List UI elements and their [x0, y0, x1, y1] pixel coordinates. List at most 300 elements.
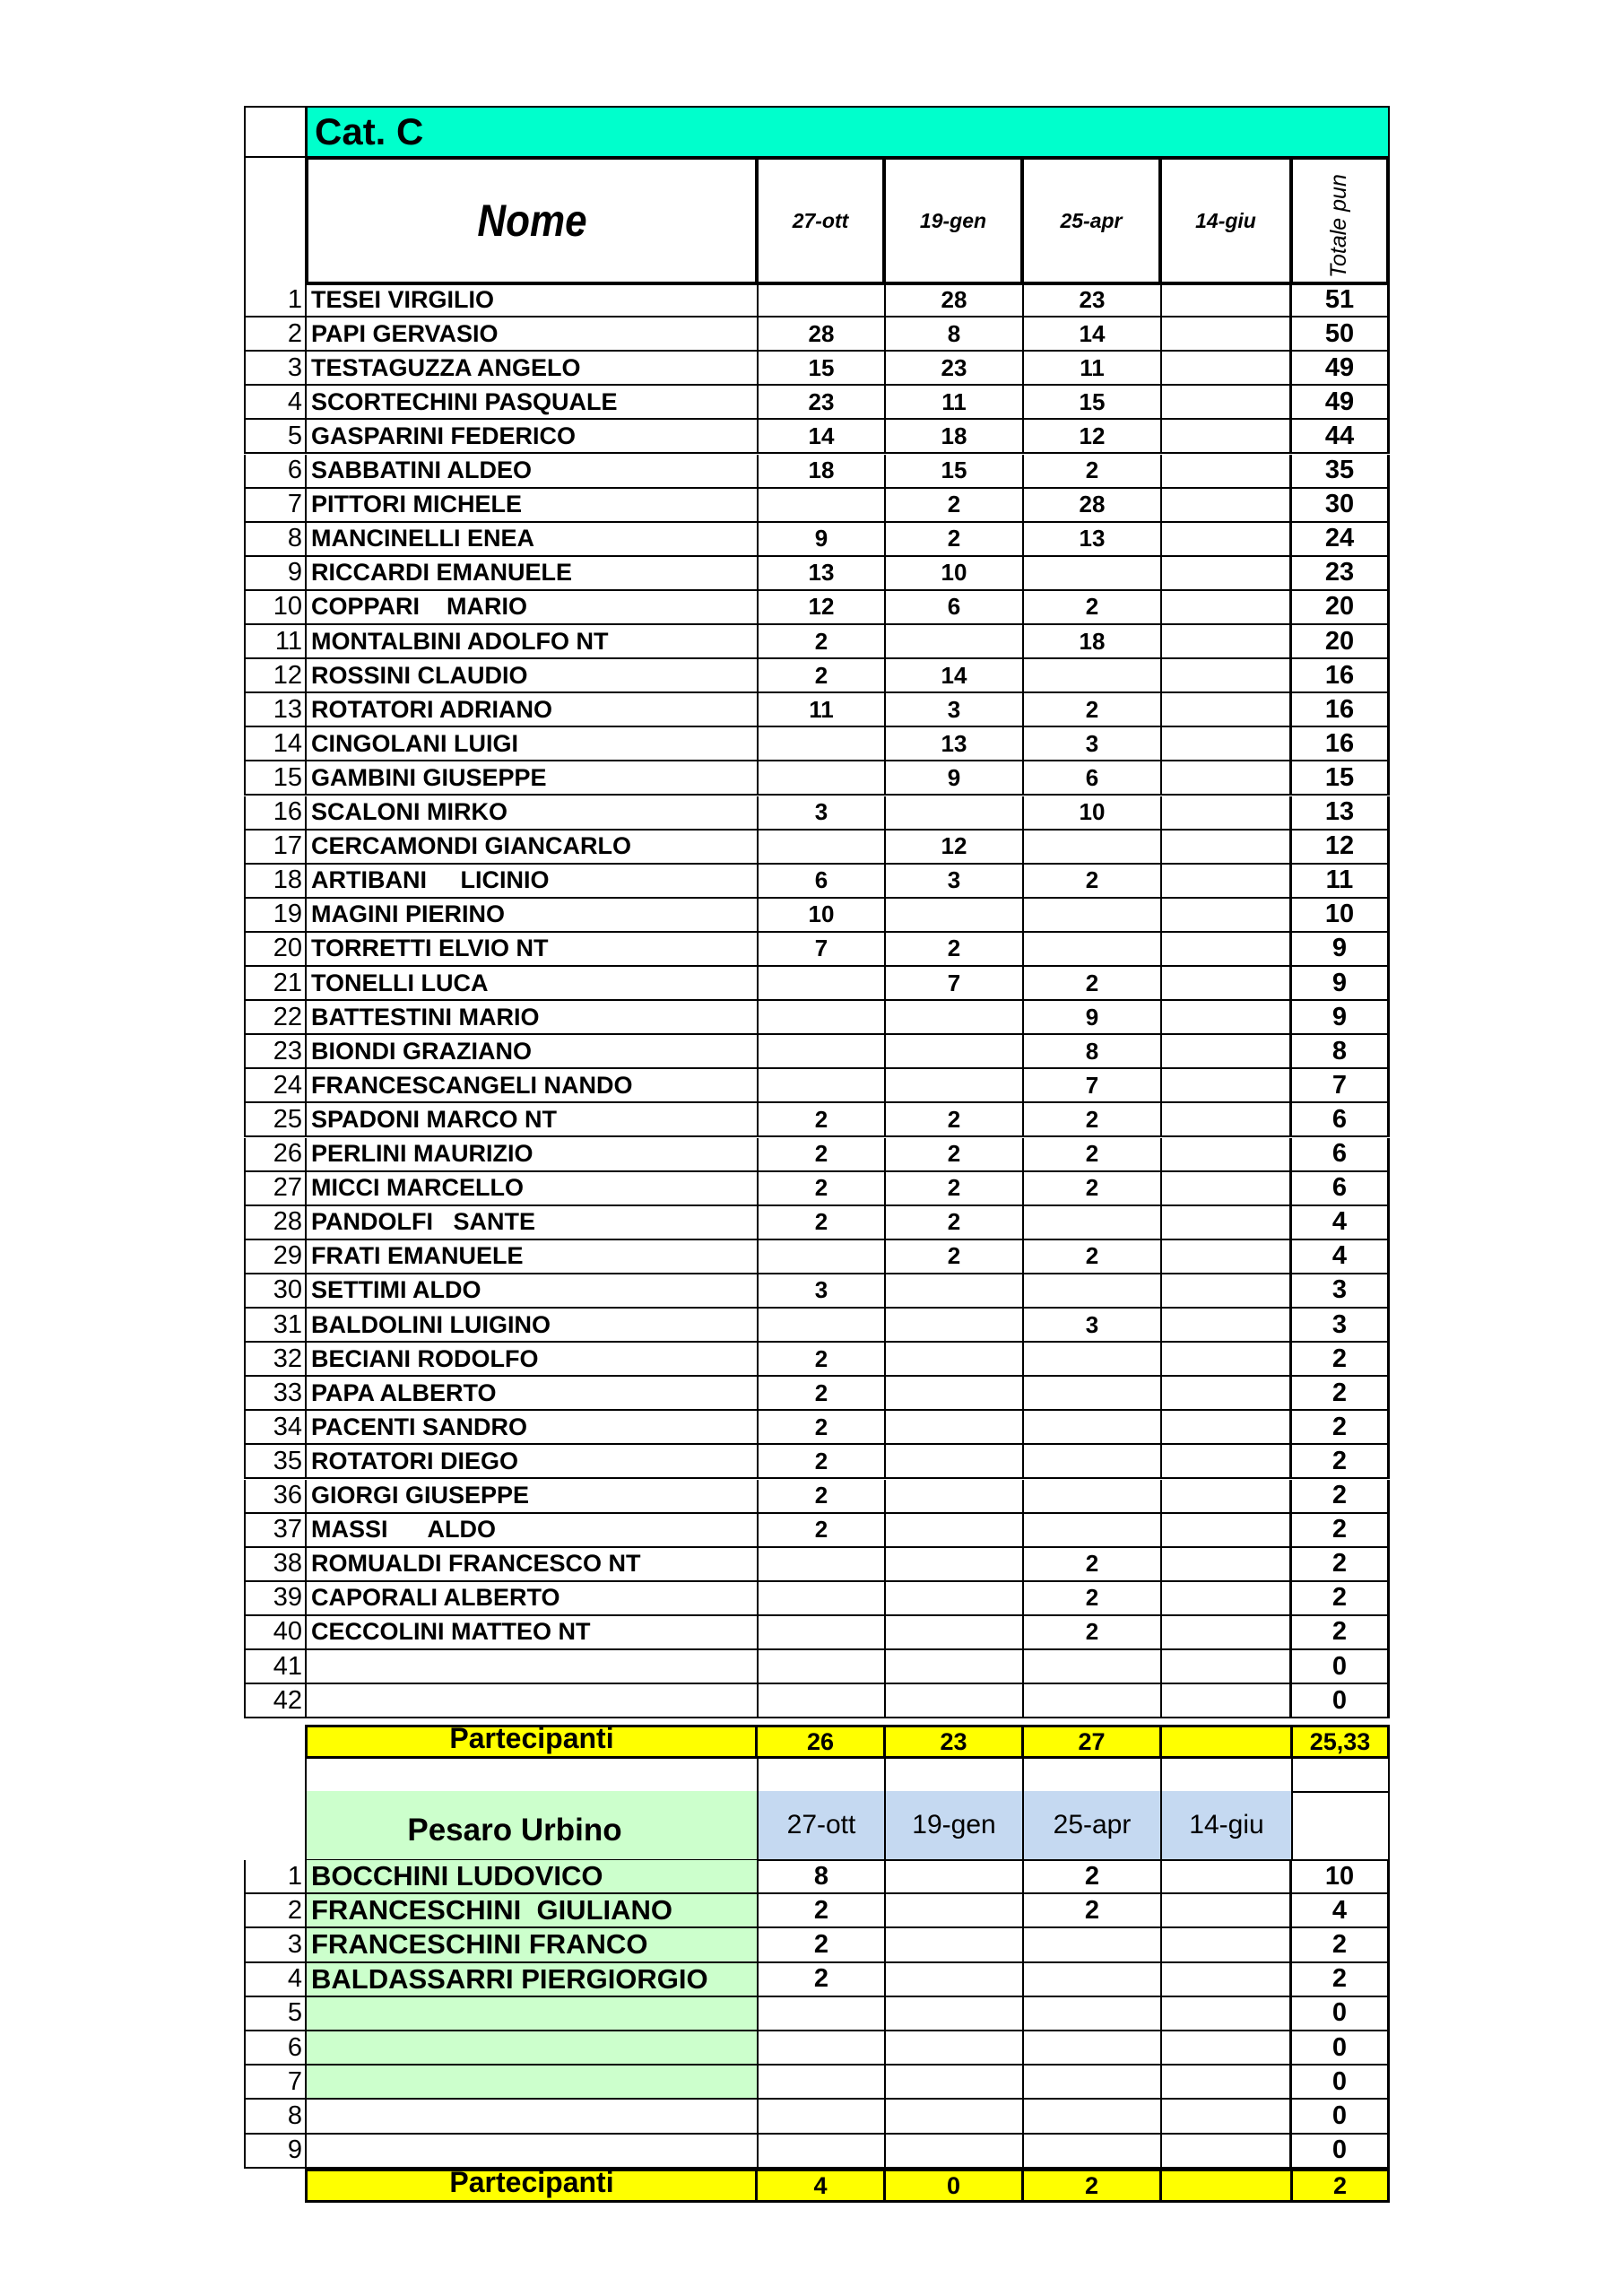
row-value-date-3	[1022, 1963, 1160, 1997]
row-name	[305, 2135, 757, 2169]
row-number: 36	[244, 1480, 307, 1514]
row-number: 12	[244, 659, 307, 693]
summary-value: 2	[1021, 2169, 1162, 2203]
row-value-date-2: 23	[884, 352, 1022, 386]
row-total: 16	[1289, 693, 1390, 727]
row-number: 37	[244, 1514, 307, 1548]
row-value-date-3	[1022, 1206, 1160, 1240]
row-total: 6	[1289, 1138, 1390, 1172]
row-value-date-2	[884, 625, 1022, 659]
table-row	[0, 933, 1622, 967]
row-value-date-1	[757, 283, 884, 317]
row-value-date-4	[1160, 2031, 1291, 2066]
row-value-date-3: 14	[1022, 317, 1160, 352]
row-name: SCORTECHINI PASQUALE	[305, 386, 757, 420]
row-value-date-2	[884, 1963, 1022, 1997]
row-name: BOCCHINI LUDOVICO	[305, 1860, 757, 1894]
row-value-date-3: 2	[1022, 1582, 1160, 1616]
table-row	[0, 1309, 1622, 1343]
row-value-date-4	[1160, 1103, 1291, 1137]
row-value-date-2: 6	[884, 591, 1022, 625]
row-value-date-3: 2	[1022, 1172, 1160, 1206]
row-value-date-2	[884, 2100, 1022, 2134]
section2-header	[0, 1791, 1622, 1861]
row-name: BALDASSARRI PIERGIORGIO	[305, 1963, 757, 1997]
row-total: 0	[1289, 1997, 1390, 2031]
row-value-date-1: 18	[757, 455, 884, 489]
row-value-date-1: 2	[757, 1206, 884, 1240]
summary-total: 25,33	[1290, 1725, 1390, 1759]
row-value-date-2: 28	[884, 283, 1022, 317]
row-value-date-2	[884, 1274, 1022, 1309]
row-value-date-3: 13	[1022, 523, 1160, 557]
header-date-2: 19-gen	[882, 156, 1024, 285]
row-total: 23	[1289, 557, 1390, 591]
header-date-4: 14-giu	[1158, 156, 1293, 285]
row-value-date-3: 2	[1022, 1548, 1160, 1582]
row-value-date-3	[1022, 831, 1160, 865]
row-number: 1	[244, 283, 307, 317]
row-name: BIONDI GRAZIANO	[305, 1035, 757, 1069]
row-value-date-3	[1022, 557, 1160, 591]
row-value-date-4	[1160, 1343, 1291, 1377]
table-row	[0, 1240, 1622, 1274]
row-value-date-2: 2	[884, 1138, 1022, 1172]
row-value-date-1	[757, 489, 884, 523]
spacer-cell	[1291, 1757, 1390, 1793]
row-number: 22	[244, 1001, 307, 1035]
row-value-date-4	[1160, 659, 1291, 693]
row-value-date-1	[757, 2135, 884, 2169]
row-number: 18	[244, 865, 307, 899]
row-value-date-3: 2	[1022, 1138, 1160, 1172]
row-value-date-3: 3	[1022, 1309, 1160, 1343]
row-value-date-3: 23	[1022, 283, 1160, 317]
row-value-date-3: 2	[1022, 1616, 1160, 1650]
row-value-date-3	[1022, 1650, 1160, 1684]
row-name: PAPA ALBERTO	[305, 1377, 757, 1411]
row-value-date-3: 15	[1022, 386, 1160, 420]
row-name: PANDOLFI SANTE	[305, 1206, 757, 1240]
row-name: SPADONI MARCO NT	[305, 1103, 757, 1137]
row-total: 12	[1289, 831, 1390, 865]
row-total: 0	[1289, 2135, 1390, 2169]
row-value-date-3	[1022, 1514, 1160, 1548]
row-total: 0	[1289, 1684, 1390, 1718]
row-total: 51	[1289, 283, 1390, 317]
row-name: TESTAGUZZA ANGELO	[305, 352, 757, 386]
row-value-date-1: 2	[757, 1480, 884, 1514]
row-value-date-2: 7	[884, 967, 1022, 1001]
row-value-date-1: 8	[757, 1860, 884, 1894]
table-row	[0, 557, 1622, 591]
row-value-date-4	[1160, 1274, 1291, 1309]
row-value-date-4	[1160, 761, 1291, 796]
row-value-date-1: 2	[757, 1445, 884, 1479]
row-value-date-1	[757, 1997, 884, 2031]
row-total: 20	[1289, 591, 1390, 625]
row-total: 0	[1289, 1650, 1390, 1684]
row-value-date-4	[1160, 899, 1291, 933]
table-row	[0, 1411, 1622, 1445]
row-value-date-2: 13	[884, 727, 1022, 761]
row-value-date-2	[884, 1997, 1022, 2031]
table-row	[0, 727, 1622, 761]
row-value-date-1	[757, 1616, 884, 1650]
row-name: CERCAMONDI GIANCARLO	[305, 831, 757, 865]
row-value-date-4	[1160, 317, 1291, 352]
table-row	[0, 1480, 1622, 1514]
row-total: 16	[1289, 727, 1390, 761]
header-total-text: Totale pun	[1326, 174, 1351, 278]
row-value-date-2	[884, 1445, 1022, 1479]
row-value-date-4	[1160, 1377, 1291, 1411]
corner-cell	[244, 106, 307, 158]
row-number: 5	[244, 1997, 307, 2031]
row-value-date-2: 14	[884, 659, 1022, 693]
row-value-date-1	[757, 2100, 884, 2134]
row-total: 2	[1289, 1548, 1390, 1582]
row-number: 8	[244, 523, 307, 557]
row-value-date-2	[884, 1894, 1022, 1928]
row-value-date-2: 15	[884, 455, 1022, 489]
header-name	[305, 156, 759, 285]
row-number: 9	[244, 557, 307, 591]
row-number: 2	[244, 1894, 307, 1928]
header-date-3: 25-apr	[1020, 156, 1162, 285]
row-value-date-2: 8	[884, 317, 1022, 352]
table-row	[0, 831, 1622, 865]
table-row	[0, 1684, 1622, 1718]
row-name: MAGINI PIERINO	[305, 899, 757, 933]
row-value-date-4	[1160, 489, 1291, 523]
table-row	[0, 1445, 1622, 1479]
summary-value: 4	[755, 2169, 886, 2203]
row-value-date-1	[757, 727, 884, 761]
row-value-date-2	[884, 899, 1022, 933]
row-total: 2	[1289, 1928, 1390, 1962]
row-value-date-3: 6	[1022, 761, 1160, 796]
row-value-date-1: 28	[757, 317, 884, 352]
table-row	[0, 1963, 1622, 1997]
row-value-date-1	[757, 1548, 884, 1582]
section2-total-header	[1291, 1791, 1390, 1861]
row-value-date-2: 2	[884, 523, 1022, 557]
row-value-date-4	[1160, 1582, 1291, 1616]
row-name: PACENTI SANDRO	[305, 1411, 757, 1445]
row-value-date-4	[1160, 420, 1291, 454]
row-name: ARTIBANI LICINIO	[305, 865, 757, 899]
row-value-date-2	[884, 1514, 1022, 1548]
row-name: PAPI GERVASIO	[305, 317, 757, 352]
row-name: PERLINI MAURIZIO	[305, 1138, 757, 1172]
row-total: 20	[1289, 625, 1390, 659]
row-value-date-3: 2	[1022, 591, 1160, 625]
row-name: CINGOLANI LUIGI	[305, 727, 757, 761]
spacer-row	[0, 1757, 1622, 1793]
table-row	[0, 693, 1622, 727]
summary-value	[1159, 2169, 1293, 2203]
row-value-date-4	[1160, 1684, 1291, 1718]
row-value-date-3	[1022, 1997, 1160, 2031]
table-row	[0, 1860, 1622, 1894]
row-value-date-2: 11	[884, 386, 1022, 420]
table-row	[0, 420, 1622, 454]
row-name: ROMUALDI FRANCESCO NT	[305, 1548, 757, 1582]
row-name: SETTIMI ALDO	[305, 1274, 757, 1309]
row-number: 26	[244, 1138, 307, 1172]
row-value-date-4	[1160, 1860, 1291, 1894]
row-number: 5	[244, 420, 307, 454]
row-value-date-4	[1160, 1206, 1291, 1240]
row-value-date-1	[757, 831, 884, 865]
row-name: TORRETTI ELVIO NT	[305, 933, 757, 967]
row-value-date-2	[884, 1684, 1022, 1718]
row-name: SABBATINI ALDEO	[305, 455, 757, 489]
table-row	[0, 761, 1622, 796]
table-row	[0, 523, 1622, 557]
row-value-date-4	[1160, 693, 1291, 727]
row-total: 0	[1289, 2066, 1390, 2100]
row-number: 17	[244, 831, 307, 865]
row-value-date-1: 11	[757, 693, 884, 727]
row-number: 30	[244, 1274, 307, 1309]
row-value-date-4	[1160, 1894, 1291, 1928]
row-value-date-2: 3	[884, 693, 1022, 727]
row-value-date-3: 12	[1022, 420, 1160, 454]
section2-title: Pesaro Urbino	[305, 1791, 759, 1861]
row-number: 41	[244, 1650, 307, 1684]
row-number: 40	[244, 1616, 307, 1650]
header-date-1: 27-ott	[755, 156, 886, 285]
row-value-date-4	[1160, 283, 1291, 317]
row-total: 2	[1289, 1480, 1390, 1514]
row-value-date-3	[1022, 1928, 1160, 1962]
summary-value: 27	[1021, 1725, 1162, 1759]
summary-label: Partecipanti	[305, 1725, 759, 1759]
row-total: 16	[1289, 659, 1390, 693]
row-value-date-2	[884, 1343, 1022, 1377]
section2-date-2: 19-gen	[884, 1791, 1022, 1861]
row-value-date-1: 2	[757, 1377, 884, 1411]
row-name: MICCI MARCELLO	[305, 1172, 757, 1206]
row-value-date-2	[884, 1480, 1022, 1514]
row-value-date-2	[884, 1377, 1022, 1411]
row-total: 24	[1289, 523, 1390, 557]
row-number: 33	[244, 1377, 307, 1411]
row-name: SCALONI MIRKO	[305, 796, 757, 831]
main-summary-row	[0, 1721, 1622, 1759]
table-row	[0, 1103, 1622, 1137]
row-total: 2	[1289, 1514, 1390, 1548]
row-value-date-4	[1160, 1309, 1291, 1343]
row-value-date-2	[884, 1616, 1022, 1650]
table-row	[0, 796, 1622, 831]
row-total: 9	[1289, 967, 1390, 1001]
row-value-date-3	[1022, 2031, 1160, 2066]
row-value-date-2: 10	[884, 557, 1022, 591]
table-row	[0, 1997, 1622, 2031]
row-name: BATTESTINI MARIO	[305, 1001, 757, 1035]
table-row	[0, 1172, 1622, 1206]
row-value-date-3	[1022, 2066, 1160, 2100]
table-row	[0, 1001, 1622, 1035]
spacer-cell	[305, 1757, 759, 1793]
row-value-date-4	[1160, 796, 1291, 831]
row-name	[305, 2100, 757, 2134]
table-row	[0, 2031, 1622, 2066]
row-name: GASPARINI FEDERICO	[305, 420, 757, 454]
row-value-date-2	[884, 1411, 1022, 1445]
row-number: 4	[244, 1963, 307, 1997]
section2-date-3: 25-apr	[1022, 1791, 1160, 1861]
row-total: 35	[1289, 455, 1390, 489]
row-value-date-3: 3	[1022, 727, 1160, 761]
row-value-date-1: 13	[757, 557, 884, 591]
row-name: MONTALBINI ADOLFO NT	[305, 625, 757, 659]
row-value-date-1: 2	[757, 1963, 884, 1997]
row-value-date-2	[884, 1928, 1022, 1962]
row-value-date-1	[757, 967, 884, 1001]
row-total: 9	[1289, 933, 1390, 967]
row-value-date-4	[1160, 1138, 1291, 1172]
row-total: 2	[1289, 1963, 1390, 1997]
row-number: 6	[244, 2031, 307, 2066]
table-row	[0, 386, 1622, 420]
cat-title-row	[0, 106, 1622, 158]
row-number: 3	[244, 352, 307, 386]
table-row	[0, 591, 1622, 625]
row-number: 34	[244, 1411, 307, 1445]
summary-value: 26	[755, 1725, 886, 1759]
row-number: 15	[244, 761, 307, 796]
row-value-date-4	[1160, 1514, 1291, 1548]
row-total: 0	[1289, 2031, 1390, 2066]
row-value-date-2: 3	[884, 865, 1022, 899]
row-value-date-4	[1160, 1240, 1291, 1274]
row-value-date-3: 10	[1022, 796, 1160, 831]
row-value-date-3: 8	[1022, 1035, 1160, 1069]
row-total: 6	[1289, 1172, 1390, 1206]
row-number: 31	[244, 1309, 307, 1343]
row-name: FRANCESCHINI FRANCO	[305, 1928, 757, 1962]
row-value-date-4	[1160, 1172, 1291, 1206]
row-name: GIORGI GIUSEPPE	[305, 1480, 757, 1514]
row-value-date-1	[757, 1309, 884, 1343]
section2-date-1: 27-ott	[757, 1791, 884, 1861]
row-value-date-2: 2	[884, 1103, 1022, 1137]
spacer-cell	[1022, 1757, 1160, 1793]
table-row	[0, 865, 1622, 899]
row-value-date-1	[757, 2066, 884, 2100]
row-total: 2	[1289, 1445, 1390, 1479]
table-row	[0, 1138, 1622, 1172]
row-value-date-4	[1160, 2135, 1291, 2169]
row-number: 9	[244, 2135, 307, 2169]
row-total: 3	[1289, 1309, 1390, 1343]
row-value-date-3	[1022, 933, 1160, 967]
row-value-date-1	[757, 1240, 884, 1274]
row-number: 10	[244, 591, 307, 625]
row-value-date-4	[1160, 557, 1291, 591]
row-value-date-4	[1160, 1616, 1291, 1650]
row-value-date-2	[884, 1069, 1022, 1103]
row-value-date-4	[1160, 1548, 1291, 1582]
row-number: 1	[244, 1860, 307, 1894]
row-number: 32	[244, 1343, 307, 1377]
table-row	[0, 2066, 1622, 2100]
row-value-date-1: 2	[757, 1138, 884, 1172]
row-value-date-3: 2	[1022, 1860, 1160, 1894]
table-header	[0, 156, 1622, 285]
section2-date-4: 14-giu	[1160, 1791, 1291, 1861]
row-value-date-4	[1160, 1035, 1291, 1069]
table-row	[0, 967, 1622, 1001]
row-value-date-4	[1160, 1411, 1291, 1445]
row-value-date-4	[1160, 865, 1291, 899]
row-total: 6	[1289, 1103, 1390, 1137]
row-total: 50	[1289, 317, 1390, 352]
table-row	[0, 1343, 1622, 1377]
row-total: 2	[1289, 1411, 1390, 1445]
row-total: 49	[1289, 352, 1390, 386]
row-name	[305, 2031, 757, 2066]
section2-summary-row	[0, 2165, 1622, 2203]
row-number: 7	[244, 489, 307, 523]
row-name: BALDOLINI LUIGINO	[305, 1309, 757, 1343]
row-value-date-3: 7	[1022, 1069, 1160, 1103]
row-value-date-4	[1160, 967, 1291, 1001]
row-name: FRATI EMANUELE	[305, 1240, 757, 1274]
row-value-date-4	[1160, 455, 1291, 489]
row-total: 2	[1289, 1377, 1390, 1411]
row-name: MASSI ALDO	[305, 1514, 757, 1548]
row-name: COPPARI MARIO	[305, 591, 757, 625]
row-number: 20	[244, 933, 307, 967]
row-number: 3	[244, 1928, 307, 1962]
row-name: ROSSINI CLAUDIO	[305, 659, 757, 693]
row-number: 28	[244, 1206, 307, 1240]
row-value-date-1: 2	[757, 659, 884, 693]
row-number: 8	[244, 2100, 307, 2134]
table-row	[0, 317, 1622, 352]
row-value-date-3: 2	[1022, 455, 1160, 489]
table-row	[0, 1928, 1622, 1962]
row-value-date-2: 2	[884, 1172, 1022, 1206]
row-value-date-2	[884, 2031, 1022, 2066]
row-value-date-3	[1022, 1411, 1160, 1445]
table-row	[0, 2135, 1622, 2169]
row-number: 39	[244, 1582, 307, 1616]
row-value-date-2: 2	[884, 489, 1022, 523]
row-value-date-3: 2	[1022, 967, 1160, 1001]
row-value-date-4	[1160, 2100, 1291, 2134]
row-value-date-1: 2	[757, 1894, 884, 1928]
row-value-date-2	[884, 2066, 1022, 2100]
row-value-date-1: 14	[757, 420, 884, 454]
row-value-date-4	[1160, 1928, 1291, 1962]
row-value-date-3: 18	[1022, 625, 1160, 659]
row-value-date-3	[1022, 659, 1160, 693]
table-row	[0, 1377, 1622, 1411]
row-value-date-3	[1022, 899, 1160, 933]
row-total: 4	[1289, 1240, 1390, 1274]
row-value-date-3	[1022, 1445, 1160, 1479]
row-value-date-1: 9	[757, 523, 884, 557]
row-value-date-1: 3	[757, 1274, 884, 1309]
row-value-date-1: 2	[757, 625, 884, 659]
row-name: FRANCESCANGELI NANDO	[305, 1069, 757, 1103]
